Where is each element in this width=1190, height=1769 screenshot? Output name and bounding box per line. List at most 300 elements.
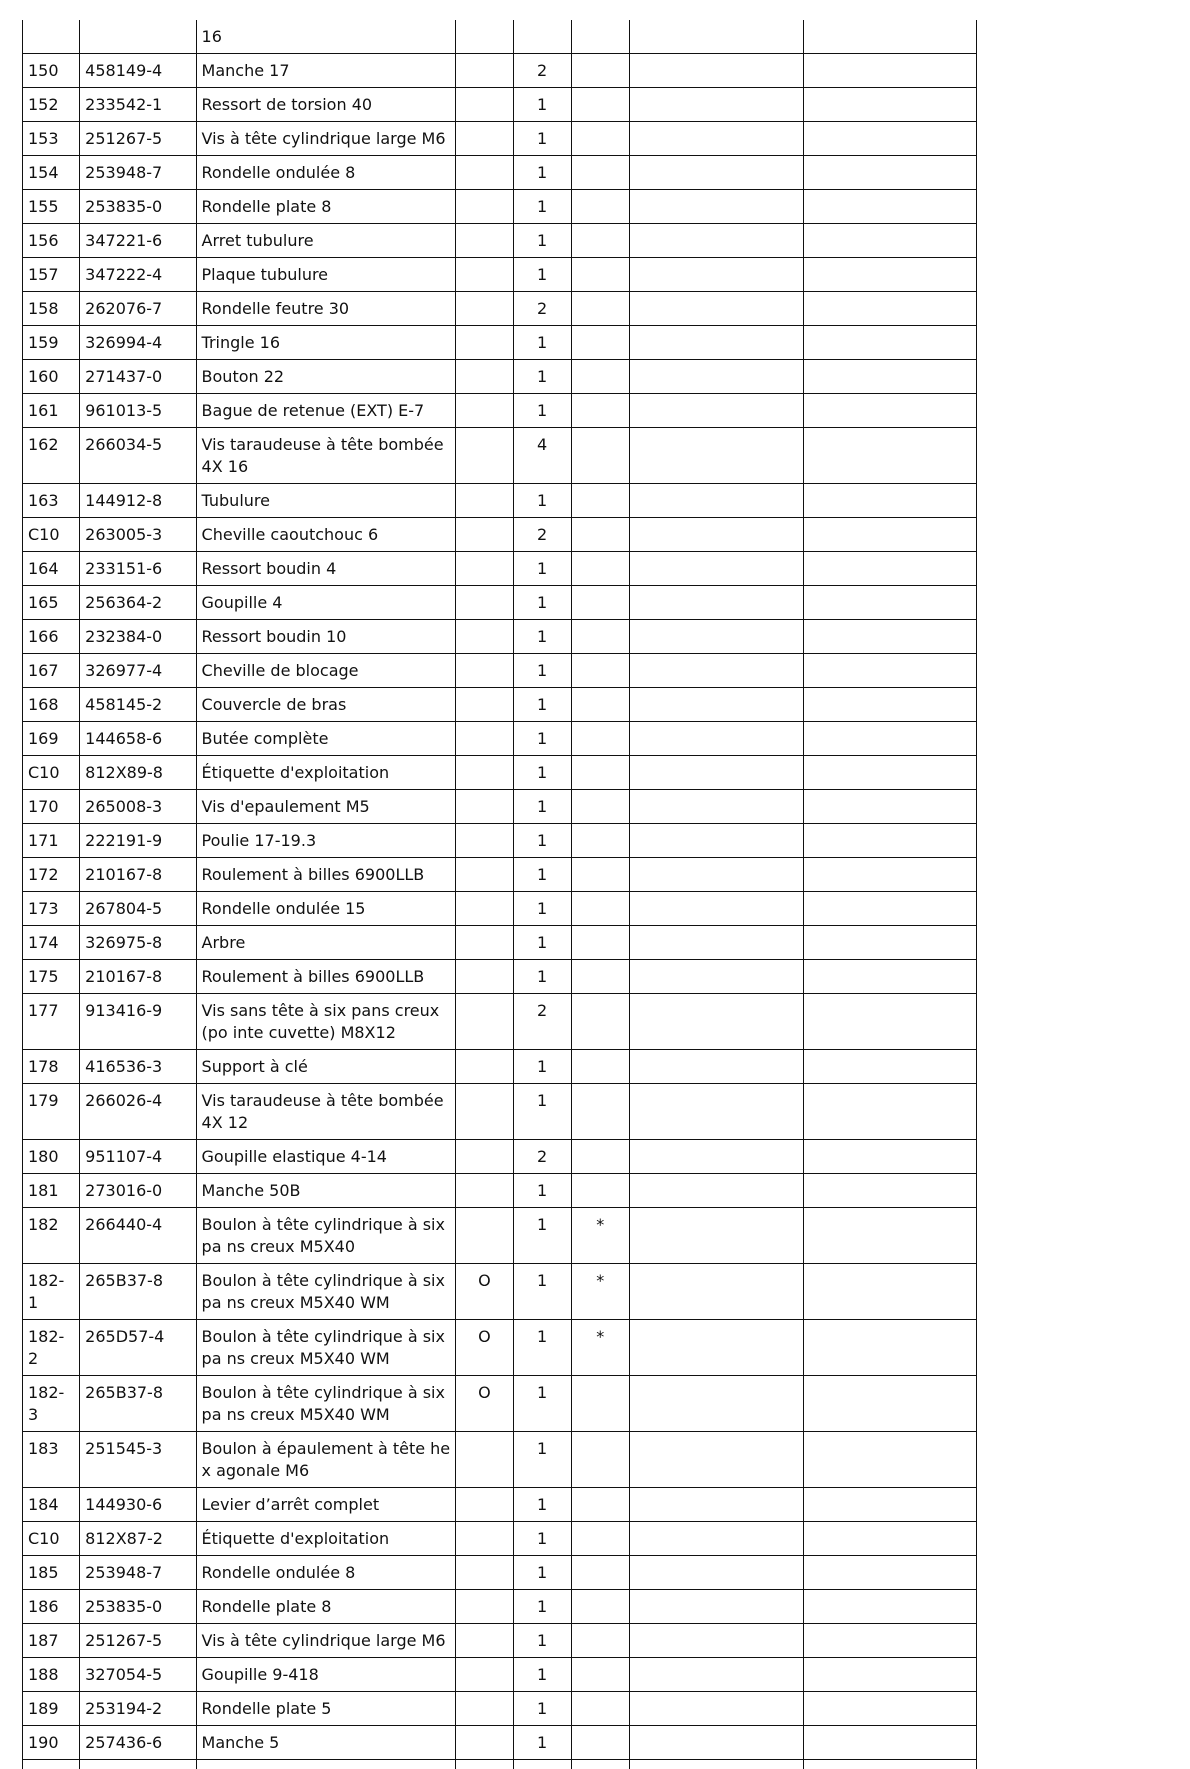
part-number-cell: 326977-4 (80, 654, 196, 688)
description-cell: Manche 50B (196, 1174, 456, 1208)
option-cell (456, 360, 513, 394)
extra-cell-2 (804, 926, 977, 960)
description-cell: Goupille 4 (196, 586, 456, 620)
description-cell: Vis taraudeuse à tête bombée 4X 16 (196, 428, 456, 484)
extra-cell-2 (804, 156, 977, 190)
extra-cell-1 (629, 1050, 804, 1084)
extra-cell-2 (804, 1556, 977, 1590)
item-number-cell: 182-1 (23, 1264, 80, 1320)
quantity-cell: 1 (513, 688, 571, 722)
extra-cell-2 (804, 586, 977, 620)
table-row (23, 1488, 977, 1522)
option-cell (456, 756, 513, 790)
mark-cell (571, 688, 629, 722)
mark-cell (571, 1692, 629, 1726)
extra-cell-2 (804, 1140, 977, 1174)
mark-cell (571, 790, 629, 824)
item-number-cell: 189 (23, 1692, 80, 1726)
part-number-cell: 273016-0 (80, 1174, 196, 1208)
extra-cell-2 (804, 858, 977, 892)
option-cell (456, 1174, 513, 1208)
quantity-cell (513, 20, 571, 54)
part-number-cell: 265D57-4 (80, 1320, 196, 1376)
mark-cell (571, 926, 629, 960)
extra-cell-2 (804, 1658, 977, 1692)
description-cell: Rondelle ondulée 8 (196, 156, 456, 190)
mark-cell (571, 20, 629, 54)
item-number-cell: 182-3 (23, 1376, 80, 1432)
option-cell (456, 394, 513, 428)
option-cell (456, 484, 513, 518)
option-cell (456, 1658, 513, 1692)
mark-cell (571, 586, 629, 620)
extra-cell-1 (629, 1556, 804, 1590)
mark-cell (571, 326, 629, 360)
part-number-cell: 951107-4 (80, 1140, 196, 1174)
quantity-cell: 1 (513, 224, 571, 258)
description-cell: Rondelle ondulée 8 (196, 1556, 456, 1590)
item-number-cell (23, 1760, 80, 1769)
extra-cell-1 (629, 360, 804, 394)
option-cell (456, 586, 513, 620)
table-row (23, 122, 977, 156)
extra-cell-2 (804, 722, 977, 756)
item-number-cell: 171 (23, 824, 80, 858)
extra-cell-1 (629, 122, 804, 156)
quantity-cell: 1 (513, 1208, 571, 1264)
extra-cell-2 (804, 1692, 977, 1726)
quantity-cell: 1 (513, 360, 571, 394)
description-cell: Ressort de torsion 40 (196, 88, 456, 122)
table-row (23, 484, 977, 518)
extra-cell-1 (629, 1264, 804, 1320)
part-number-cell: 271437-0 (80, 360, 196, 394)
description-cell: Cheville de blocage (196, 654, 456, 688)
description-cell: Vis sans tête à six pans creux (po inte cuvette) M8X12 (196, 994, 456, 1050)
item-number-cell: 186 (23, 1590, 80, 1624)
table-row (23, 688, 977, 722)
description-cell: Butée complète (196, 722, 456, 756)
quantity-cell: 2 (513, 994, 571, 1050)
quantity-cell: 1 (513, 960, 571, 994)
quantity-cell: 1 (513, 858, 571, 892)
table-row (23, 1590, 977, 1624)
part-number-cell: 233151-6 (80, 552, 196, 586)
part-number-cell: 251267-5 (80, 1624, 196, 1658)
mark-cell (571, 394, 629, 428)
extra-cell-2 (804, 756, 977, 790)
part-number-cell: 347222-4 (80, 258, 196, 292)
quantity-cell (513, 1760, 571, 1769)
table-row (23, 428, 977, 484)
quantity-cell: 1 (513, 190, 571, 224)
description-cell: Tringle 16 (196, 326, 456, 360)
option-cell (456, 1432, 513, 1488)
extra-cell-2 (804, 552, 977, 586)
quantity-cell: 2 (513, 1140, 571, 1174)
extra-cell-2 (804, 1376, 977, 1432)
item-number-cell: 183 (23, 1432, 80, 1488)
item-number-cell: 182-2 (23, 1320, 80, 1376)
option-cell: O (456, 1376, 513, 1432)
item-number-cell: 177 (23, 994, 80, 1050)
part-number-cell: 233542-1 (80, 88, 196, 122)
extra-cell-1 (629, 688, 804, 722)
mark-cell (571, 1174, 629, 1208)
part-number-cell: 913416-9 (80, 994, 196, 1050)
part-number-cell: 812X87-2 (80, 1522, 196, 1556)
extra-cell-1 (629, 1488, 804, 1522)
option-cell (456, 190, 513, 224)
extra-cell-1 (629, 1084, 804, 1140)
quantity-cell: 1 (513, 1264, 571, 1320)
mark-cell (571, 156, 629, 190)
extra-cell-2 (804, 224, 977, 258)
mark-cell (571, 258, 629, 292)
extra-cell-2 (804, 54, 977, 88)
item-number-cell: 152 (23, 88, 80, 122)
item-number-cell: 157 (23, 258, 80, 292)
quantity-cell: 1 (513, 1726, 571, 1760)
extra-cell-2 (804, 994, 977, 1050)
extra-cell-1 (629, 1208, 804, 1264)
item-number-cell: 170 (23, 790, 80, 824)
mark-cell (571, 620, 629, 654)
option-cell (456, 552, 513, 586)
quantity-cell: 1 (513, 122, 571, 156)
part-number-cell: 253835-0 (80, 190, 196, 224)
description-cell: Vis à tête cylindrique large M6 (196, 1624, 456, 1658)
option-cell (456, 654, 513, 688)
description-cell: Plaque tubulure (196, 258, 456, 292)
part-number-cell: 253194-2 (80, 1692, 196, 1726)
extra-cell-1 (629, 224, 804, 258)
extra-cell-1 (629, 790, 804, 824)
quantity-cell: 1 (513, 790, 571, 824)
quantity-cell: 1 (513, 1432, 571, 1488)
item-number-cell: 161 (23, 394, 80, 428)
part-number-cell: 257436-6 (80, 1726, 196, 1760)
table-row (23, 756, 977, 790)
description-cell: Rondelle plate 5 (196, 1692, 456, 1726)
mark-cell (571, 960, 629, 994)
part-number-cell: 458149-4 (80, 54, 196, 88)
option-cell (456, 688, 513, 722)
quantity-cell: 1 (513, 654, 571, 688)
part-number-cell: 210167-8 (80, 960, 196, 994)
table-row (23, 1726, 977, 1760)
item-number-cell: 150 (23, 54, 80, 88)
extra-cell-2 (804, 1624, 977, 1658)
extra-cell-2 (804, 654, 977, 688)
part-number-cell: 326975-8 (80, 926, 196, 960)
table-row (23, 1084, 977, 1140)
item-number-cell: 168 (23, 688, 80, 722)
option-cell (456, 518, 513, 552)
quantity-cell: 1 (513, 1084, 571, 1140)
part-number-cell: 253835-0 (80, 1590, 196, 1624)
part-number-cell: 253948-7 (80, 156, 196, 190)
part-number-cell (80, 1760, 196, 1769)
item-number-cell: 169 (23, 722, 80, 756)
extra-cell-2 (804, 1760, 977, 1769)
extra-cell-1 (629, 1590, 804, 1624)
extra-cell-1 (629, 518, 804, 552)
extra-cell-2 (804, 518, 977, 552)
option-cell (456, 292, 513, 326)
extra-cell-2 (804, 484, 977, 518)
item-number-cell: 178 (23, 1050, 80, 1084)
table-row (23, 518, 977, 552)
description-cell: Boulon à tête cylindrique à six pa ns creux M5X40 (196, 1208, 456, 1264)
extra-cell-2 (804, 1726, 977, 1760)
extra-cell-1 (629, 1624, 804, 1658)
description-cell: Support à clé (196, 1050, 456, 1084)
table-row (23, 1658, 977, 1692)
part-number-cell: 326994-4 (80, 326, 196, 360)
extra-cell-1 (629, 722, 804, 756)
description-cell: Roulement à billes 6900LLB (196, 960, 456, 994)
item-number-cell: C10 (23, 1522, 80, 1556)
item-number-cell: 166 (23, 620, 80, 654)
part-number-cell: 144912-8 (80, 484, 196, 518)
option-cell (456, 960, 513, 994)
table-row (23, 620, 977, 654)
option-cell (456, 1760, 513, 1769)
quantity-cell: 1 (513, 722, 571, 756)
part-number-cell: 458145-2 (80, 688, 196, 722)
mark-cell (571, 122, 629, 156)
part-number-cell: 256364-2 (80, 586, 196, 620)
description-cell: Levier d’arrêt complet (196, 1488, 456, 1522)
mark-cell (571, 722, 629, 756)
extra-cell-2 (804, 960, 977, 994)
option-cell (456, 858, 513, 892)
extra-cell-1 (629, 1658, 804, 1692)
quantity-cell: 1 (513, 892, 571, 926)
extra-cell-1 (629, 926, 804, 960)
part-number-cell: 144658-6 (80, 722, 196, 756)
quantity-cell: 1 (513, 1174, 571, 1208)
mark-cell (571, 1522, 629, 1556)
extra-cell-1 (629, 586, 804, 620)
mark-cell (571, 1760, 629, 1769)
mark-cell: * (571, 1320, 629, 1376)
extra-cell-1 (629, 484, 804, 518)
extra-cell-2 (804, 1432, 977, 1488)
table-row (23, 824, 977, 858)
quantity-cell: 2 (513, 518, 571, 552)
item-number-cell: 190 (23, 1726, 80, 1760)
description-cell: Boulon à tête cylindrique à six pa ns creux M5X40 WM (196, 1320, 456, 1376)
part-number-cell: 265B37-8 (80, 1264, 196, 1320)
description-cell: Rondelle feutre 30 (196, 292, 456, 326)
part-number-cell: 961013-5 (80, 394, 196, 428)
mark-cell (571, 654, 629, 688)
part-number-cell: 812X89-8 (80, 756, 196, 790)
extra-cell-2 (804, 258, 977, 292)
quantity-cell: 2 (513, 54, 571, 88)
extra-cell-1 (629, 292, 804, 326)
quantity-cell: 1 (513, 1658, 571, 1692)
table-row (23, 54, 977, 88)
mark-cell (571, 1726, 629, 1760)
quantity-cell: 1 (513, 926, 571, 960)
mark-cell (571, 1624, 629, 1658)
description-cell: Boulon à tête cylindrique à six pa ns creux M5X40 WM (196, 1264, 456, 1320)
table-row (23, 1376, 977, 1432)
item-number-cell: 180 (23, 1140, 80, 1174)
item-number-cell: 188 (23, 1658, 80, 1692)
item-number-cell: 162 (23, 428, 80, 484)
mark-cell (571, 1658, 629, 1692)
quantity-cell: 1 (513, 394, 571, 428)
option-cell (456, 722, 513, 756)
extra-cell-2 (804, 688, 977, 722)
description-cell: Rondelle ondulée 15 (196, 892, 456, 926)
extra-cell-1 (629, 1522, 804, 1556)
description-cell: Poulie 17-19.3 (196, 824, 456, 858)
option-cell (456, 428, 513, 484)
extra-cell-2 (804, 620, 977, 654)
quantity-cell: 1 (513, 620, 571, 654)
item-number-cell: C10 (23, 756, 80, 790)
table-row (23, 1760, 977, 1769)
description-cell: Ressort boudin 4 (196, 552, 456, 586)
option-cell (456, 54, 513, 88)
quantity-cell: 2 (513, 292, 571, 326)
table-row (23, 1432, 977, 1488)
extra-cell-1 (629, 394, 804, 428)
part-number-cell: 222191-9 (80, 824, 196, 858)
extra-cell-2 (804, 1488, 977, 1522)
mark-cell (571, 1590, 629, 1624)
description-cell: Vis d'epaulement M5 (196, 790, 456, 824)
mark-cell: * (571, 1264, 629, 1320)
part-number-cell: 327054-5 (80, 1658, 196, 1692)
option-cell (456, 790, 513, 824)
mark-cell (571, 858, 629, 892)
mark-cell (571, 892, 629, 926)
option-cell (456, 1624, 513, 1658)
option-cell (456, 258, 513, 292)
option-cell: O (456, 1264, 513, 1320)
quantity-cell: 1 (513, 88, 571, 122)
option-cell (456, 1590, 513, 1624)
description-cell: Ressort boudin 10 (196, 620, 456, 654)
extra-cell-2 (804, 1264, 977, 1320)
option-cell (456, 1488, 513, 1522)
quantity-cell: 1 (513, 1320, 571, 1376)
table-row (23, 292, 977, 326)
quantity-cell: 1 (513, 1624, 571, 1658)
extra-cell-1 (629, 20, 804, 54)
part-number-cell: 265008-3 (80, 790, 196, 824)
quantity-cell: 1 (513, 1590, 571, 1624)
extra-cell-2 (804, 428, 977, 484)
table-row (23, 994, 977, 1050)
mark-cell (571, 484, 629, 518)
description-cell: Arret tubulure (196, 224, 456, 258)
table-row (23, 1174, 977, 1208)
extra-cell-1 (629, 88, 804, 122)
extra-cell-1 (629, 552, 804, 586)
item-number-cell: 184 (23, 1488, 80, 1522)
item-number-cell: 165 (23, 586, 80, 620)
quantity-cell: 1 (513, 1050, 571, 1084)
extra-cell-1 (629, 428, 804, 484)
table-row (23, 1264, 977, 1320)
extra-cell-2 (804, 824, 977, 858)
table-row (23, 552, 977, 586)
part-number-cell (80, 20, 196, 54)
description-cell: Boulon à épaulement à tête hex agonale M6 (196, 1432, 456, 1488)
extra-cell-1 (629, 960, 804, 994)
item-number-cell: 172 (23, 858, 80, 892)
description-cell: Couvercle de bras (196, 688, 456, 722)
table-row (23, 20, 977, 54)
option-cell (456, 122, 513, 156)
table-row (23, 224, 977, 258)
item-number-cell: 163 (23, 484, 80, 518)
extra-cell-1 (629, 1320, 804, 1376)
table-row (23, 1050, 977, 1084)
description-cell: Bouton 22 (196, 360, 456, 394)
mark-cell (571, 824, 629, 858)
extra-cell-1 (629, 1174, 804, 1208)
description-cell: Boulon à tête cylindrique à six pa ns creux M5X40 WM (196, 1376, 456, 1432)
item-number-cell: 187 (23, 1624, 80, 1658)
description-cell: Goupille elastique 4-14 (196, 1140, 456, 1174)
description-cell: Arbre (196, 926, 456, 960)
extra-cell-1 (629, 1376, 804, 1432)
extra-cell-1 (629, 654, 804, 688)
extra-cell-1 (629, 190, 804, 224)
table-row (23, 858, 977, 892)
mark-cell (571, 190, 629, 224)
part-number-cell: 265B37-8 (80, 1376, 196, 1432)
description-cell (196, 1760, 456, 1769)
part-number-cell: 251267-5 (80, 122, 196, 156)
table-row (23, 1522, 977, 1556)
extra-cell-2 (804, 790, 977, 824)
item-number-cell: 167 (23, 654, 80, 688)
mark-cell (571, 54, 629, 88)
quantity-cell: 1 (513, 1488, 571, 1522)
description-cell: Tubulure (196, 484, 456, 518)
extra-cell-1 (629, 258, 804, 292)
table-row (23, 1320, 977, 1376)
description-cell: Cheville caoutchouc 6 (196, 518, 456, 552)
part-number-cell: 251545-3 (80, 1432, 196, 1488)
mark-cell (571, 1488, 629, 1522)
mark-cell (571, 1376, 629, 1432)
description-cell: Étiquette d'exploitation (196, 1522, 456, 1556)
table-row (23, 258, 977, 292)
extra-cell-1 (629, 1692, 804, 1726)
mark-cell (571, 994, 629, 1050)
table-row (23, 190, 977, 224)
parts-table (22, 20, 977, 1769)
option-cell (456, 620, 513, 654)
item-number-cell: 174 (23, 926, 80, 960)
description-cell: Manche 5 (196, 1726, 456, 1760)
extra-cell-2 (804, 1320, 977, 1376)
option-cell (456, 1084, 513, 1140)
table-row (23, 1208, 977, 1264)
option-cell (456, 224, 513, 258)
item-number-cell: 155 (23, 190, 80, 224)
